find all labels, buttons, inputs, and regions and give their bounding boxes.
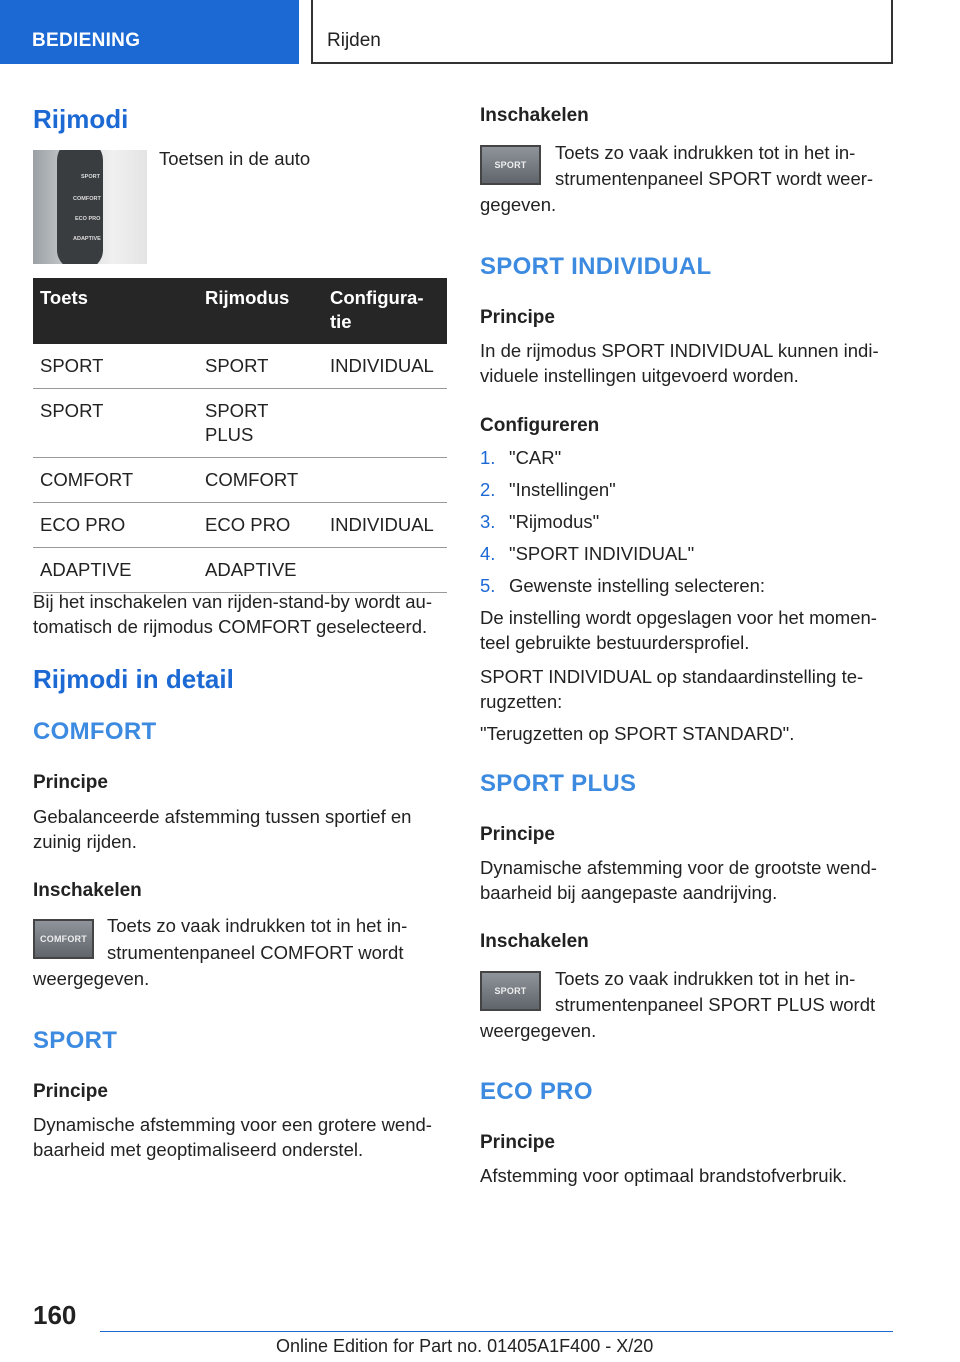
comfort-activate-line-3: weergegeven.: [33, 968, 150, 989]
sportplus-principle-line-2: baarheid bij aangepaste aandrijving.: [480, 882, 778, 903]
chapter-title: Rijden: [327, 30, 381, 51]
photo-label-sport: SPORT: [81, 174, 100, 180]
individual-heading: SPORT INDIVIDUAL: [480, 253, 712, 280]
section-tab: [0, 0, 299, 64]
sport-activate-label: Inschakelen: [480, 105, 589, 126]
comfort-activate-line-1: Toets zo vaak indrukken tot in het in‐: [107, 915, 408, 936]
table-cell: SPORT: [33, 389, 198, 458]
table-cell: INDIVIDUAL: [323, 344, 447, 389]
reset-line-2: rugzetten:: [480, 691, 563, 712]
list-item-text: "CAR": [509, 447, 562, 468]
table-cell: ADAPTIVE: [198, 548, 323, 593]
photo-label-comfort: COMFORT: [73, 196, 101, 202]
saved-line-2: teel gebruikte bestuurdersprofiel.: [480, 632, 750, 653]
individual-principle-label: Principe: [480, 307, 555, 328]
list-item-text: "SPORT INDIVIDUAL": [509, 543, 695, 564]
list-item-text: Gewenste instelling selecteren:: [509, 575, 766, 596]
table-row: [33, 344, 447, 389]
table-cell: [323, 548, 447, 593]
comfort-principle-line-2: zuinig rijden.: [33, 831, 137, 852]
ecopro-principle-line-1: Afstemming voor optimaal brandstofverbruik.: [480, 1165, 848, 1186]
individual-principle-line-1: In de rijmodus SPORT INDIVIDUAL kunnen indi‐: [480, 340, 879, 361]
ecopro-heading: ECO PRO: [480, 1078, 593, 1105]
list-item-number: 2.: [480, 479, 496, 500]
table-cell: SPORT: [198, 344, 323, 389]
detail-title: Rijmodi in detail: [33, 664, 234, 694]
col-header-rijmodus: Rijmodus: [198, 278, 323, 344]
sportplus-button-icon: [480, 971, 541, 1011]
table-cell: SPORT PLUS: [198, 389, 323, 458]
section-title: BEDIENING: [32, 30, 141, 51]
photo-label-ecopro: ECO PRO: [75, 216, 101, 222]
table-cell: ADAPTIVE: [33, 548, 198, 593]
table-row: [33, 548, 447, 593]
comfort-principle-label: Principe: [33, 772, 108, 793]
sport-principle-line-1: Dynamische afstemming voor een grotere wend‐: [33, 1114, 432, 1135]
reset-line-3: "Terugzetten op SPORT STANDARD".: [480, 723, 795, 744]
ecopro-principle-label: Principe: [480, 1132, 555, 1153]
list-item-number: 4.: [480, 543, 496, 564]
sportplus-activate-line-2: strumentenpaneel SPORT PLUS wordt: [555, 994, 876, 1015]
table-header-row: [33, 278, 447, 344]
photo-label-adaptive: ADAPTIVE: [73, 236, 101, 242]
individual-configure-label: Configureren: [480, 415, 600, 436]
comfort-button-label: COMFORT: [40, 934, 87, 944]
comfort-activate-label: Inschakelen: [33, 880, 142, 901]
buttons-photo: [33, 150, 147, 264]
table-cell: [323, 389, 447, 458]
table-cell: COMFORT: [33, 458, 198, 503]
comfort-principle-line-1: Gebalanceerde afstemming tussen sportief en: [33, 806, 412, 827]
page-number: 160: [33, 1300, 77, 1330]
sport-activate-line-2: strumentenpaneel SPORT wordt weer‐: [555, 168, 874, 189]
list-item-text: "Instellingen": [509, 479, 616, 500]
table-cell: ECO PRO: [33, 503, 198, 548]
list-item-number: 5.: [480, 575, 496, 596]
col-header-toets: Toets: [33, 278, 198, 344]
table-cell: INDIVIDUAL: [323, 503, 447, 548]
footer-edition: Online Edition for Part no. 01405A1F400 - X/20: [276, 1336, 654, 1356]
footer-divider: [100, 1331, 893, 1332]
list-item-number: 3.: [480, 511, 496, 532]
table-cell: [323, 458, 447, 503]
chapter-tab: [311, 0, 893, 64]
table-cell: ECO PRO: [198, 503, 323, 548]
sport-principle-line-2: baarheid met geoptimaliseerd onderstel.: [33, 1139, 364, 1160]
sportplus-activate-line-3: weergegeven.: [480, 1020, 597, 1041]
table-cell: SPORT: [33, 344, 198, 389]
sportplus-activate-line-1: Toets zo vaak indrukken tot in het in‐: [555, 968, 856, 989]
comfort-activate-line-2: strumentenpaneel COMFORT wordt: [107, 942, 404, 963]
sport-activate-line-1: Toets zo vaak indrukken tot in het in‐: [555, 142, 856, 163]
sportplus-button-label: SPORT: [494, 986, 527, 996]
individual-principle-line-2: viduele instellingen uitgevoerd worden.: [480, 365, 799, 386]
sport-button-label: SPORT: [494, 160, 527, 170]
col-header-configuratie: Configura- tie: [323, 278, 447, 344]
list-item-number: 1.: [480, 447, 496, 468]
sportplus-heading: SPORT PLUS: [480, 770, 637, 797]
list-item-text: "Rijmodus": [509, 511, 600, 532]
sport-principle-label: Principe: [33, 1081, 108, 1102]
sportplus-principle-line-1: Dynamische afstemming voor de grootste wend‐: [480, 857, 877, 878]
standby-line-1: Bij het inschakelen van rijden-stand-by wordt au‐: [33, 591, 432, 612]
button-panel: [57, 150, 103, 264]
comfort-button-icon: [33, 919, 94, 959]
page-title: Rijmodi: [33, 104, 129, 134]
reset-line-1: SPORT INDIVIDUAL op standaardinstelling te‐: [480, 666, 864, 687]
table-cell: COMFORT: [198, 458, 323, 503]
table-row: [33, 389, 447, 458]
drive-mode-table: [33, 278, 447, 593]
sport-button-icon: [480, 145, 541, 185]
sportplus-activate-label: Inschakelen: [480, 931, 589, 952]
sportplus-principle-label: Principe: [480, 824, 555, 845]
standby-line-2: tomatisch de rijmodus COMFORT geselecteerd.: [33, 616, 428, 637]
saved-line-1: De instelling wordt opgeslagen voor het momen‐: [480, 607, 877, 628]
comfort-heading: COMFORT: [33, 718, 157, 745]
photo-caption: Toetsen in de auto: [159, 148, 311, 169]
table-row: [33, 458, 447, 503]
sport-heading: SPORT: [33, 1027, 118, 1054]
table-row: [33, 503, 447, 548]
sport-activate-line-3: gegeven.: [480, 194, 557, 215]
